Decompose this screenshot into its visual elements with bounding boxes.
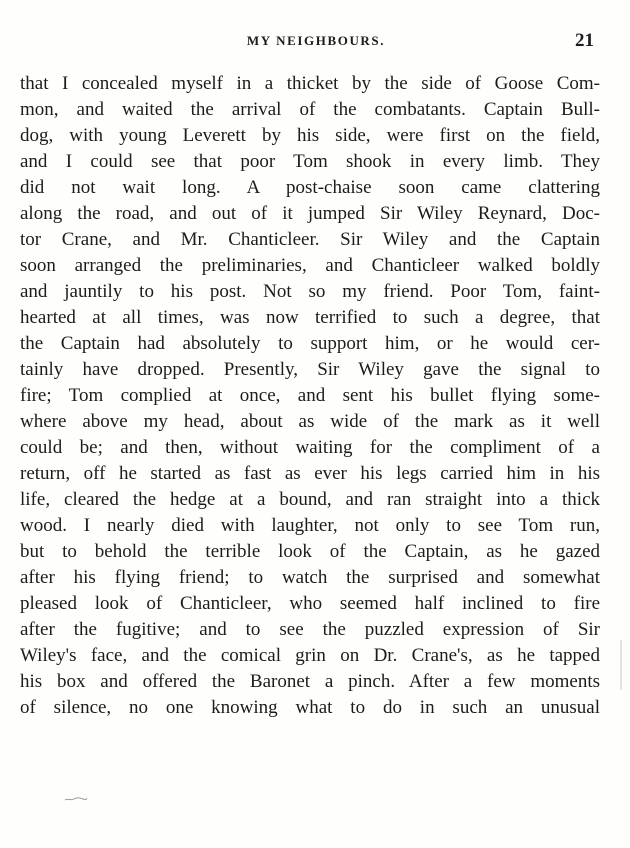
text-line: along the road, and out of it jumped Sir Wiley Reynard, Doc- <box>20 203 600 224</box>
text-line: return, off he started as fast as ever his legs carried him in his <box>20 463 600 484</box>
text-line: dog, with young Leverett by his side, were first on the field, <box>20 125 600 146</box>
text-line: mon, and waited the arrival of the combatants. Captain Bull- <box>20 99 600 120</box>
text-line: life, cleared the hedge at a bound, and ran straight into a thick <box>20 489 600 510</box>
running-head <box>20 30 612 52</box>
running-title: MY NEIGHBOURS. <box>246 33 386 48</box>
text-line: of silence, no one knowing what to do in such an unusual <box>20 697 600 718</box>
text-line: did not wait long. A post-chaise soon came clattering <box>20 177 600 198</box>
text-line: the Captain had absolutely to support him, or he would cer- <box>20 333 600 354</box>
ink-smudge <box>64 796 88 802</box>
text-line: pleased look of Chanticleer, who seemed half inclined to fire <box>20 593 600 614</box>
text-line: after the fugitive; and to see the puzzled expression of Sir <box>20 619 600 640</box>
body-text <box>20 71 600 721</box>
text-line: where above my head, about as wide of the mark as it well <box>20 411 600 432</box>
text-line: that I concealed myself in a thicket by the side of Goose Com- <box>20 73 600 94</box>
text-line: and I could see that poor Tom shook in every limb. They <box>20 151 600 172</box>
text-line: soon arranged the preliminaries, and Chanticleer walked boldly <box>20 255 600 276</box>
text-line: could be; and then, without waiting for the compliment of a <box>20 437 600 458</box>
text-line: after his flying friend; to watch the surprised and somewhat <box>20 567 600 588</box>
text-line: his box and offered the Baronet a pinch. After a few moments <box>20 671 600 692</box>
text-line: tor Crane, and Mr. Chanticleer. Sir Wiley and the Captain <box>20 229 600 250</box>
text-line: Wiley's face, and the comical grin on Dr. Crane's, as he tapped <box>20 645 600 666</box>
text-line: tainly have dropped. Presently, Sir Wiley gave the signal to <box>20 359 600 380</box>
text-line: but to behold the terrible look of the Captain, as he gazed <box>20 541 600 562</box>
text-line: wood. I nearly died with laughter, not only to see Tom run, <box>20 515 600 536</box>
page-number: 21 <box>575 30 594 51</box>
text-line: fire; Tom complied at once, and sent his bullet flying some- <box>20 385 600 406</box>
text-line: and jauntily to his post. Not so my friend. Poor Tom, faint- <box>20 281 600 302</box>
text-line: hearted at all times, was now terrified to such a degree, that <box>20 307 600 328</box>
margin-mark <box>620 640 622 690</box>
